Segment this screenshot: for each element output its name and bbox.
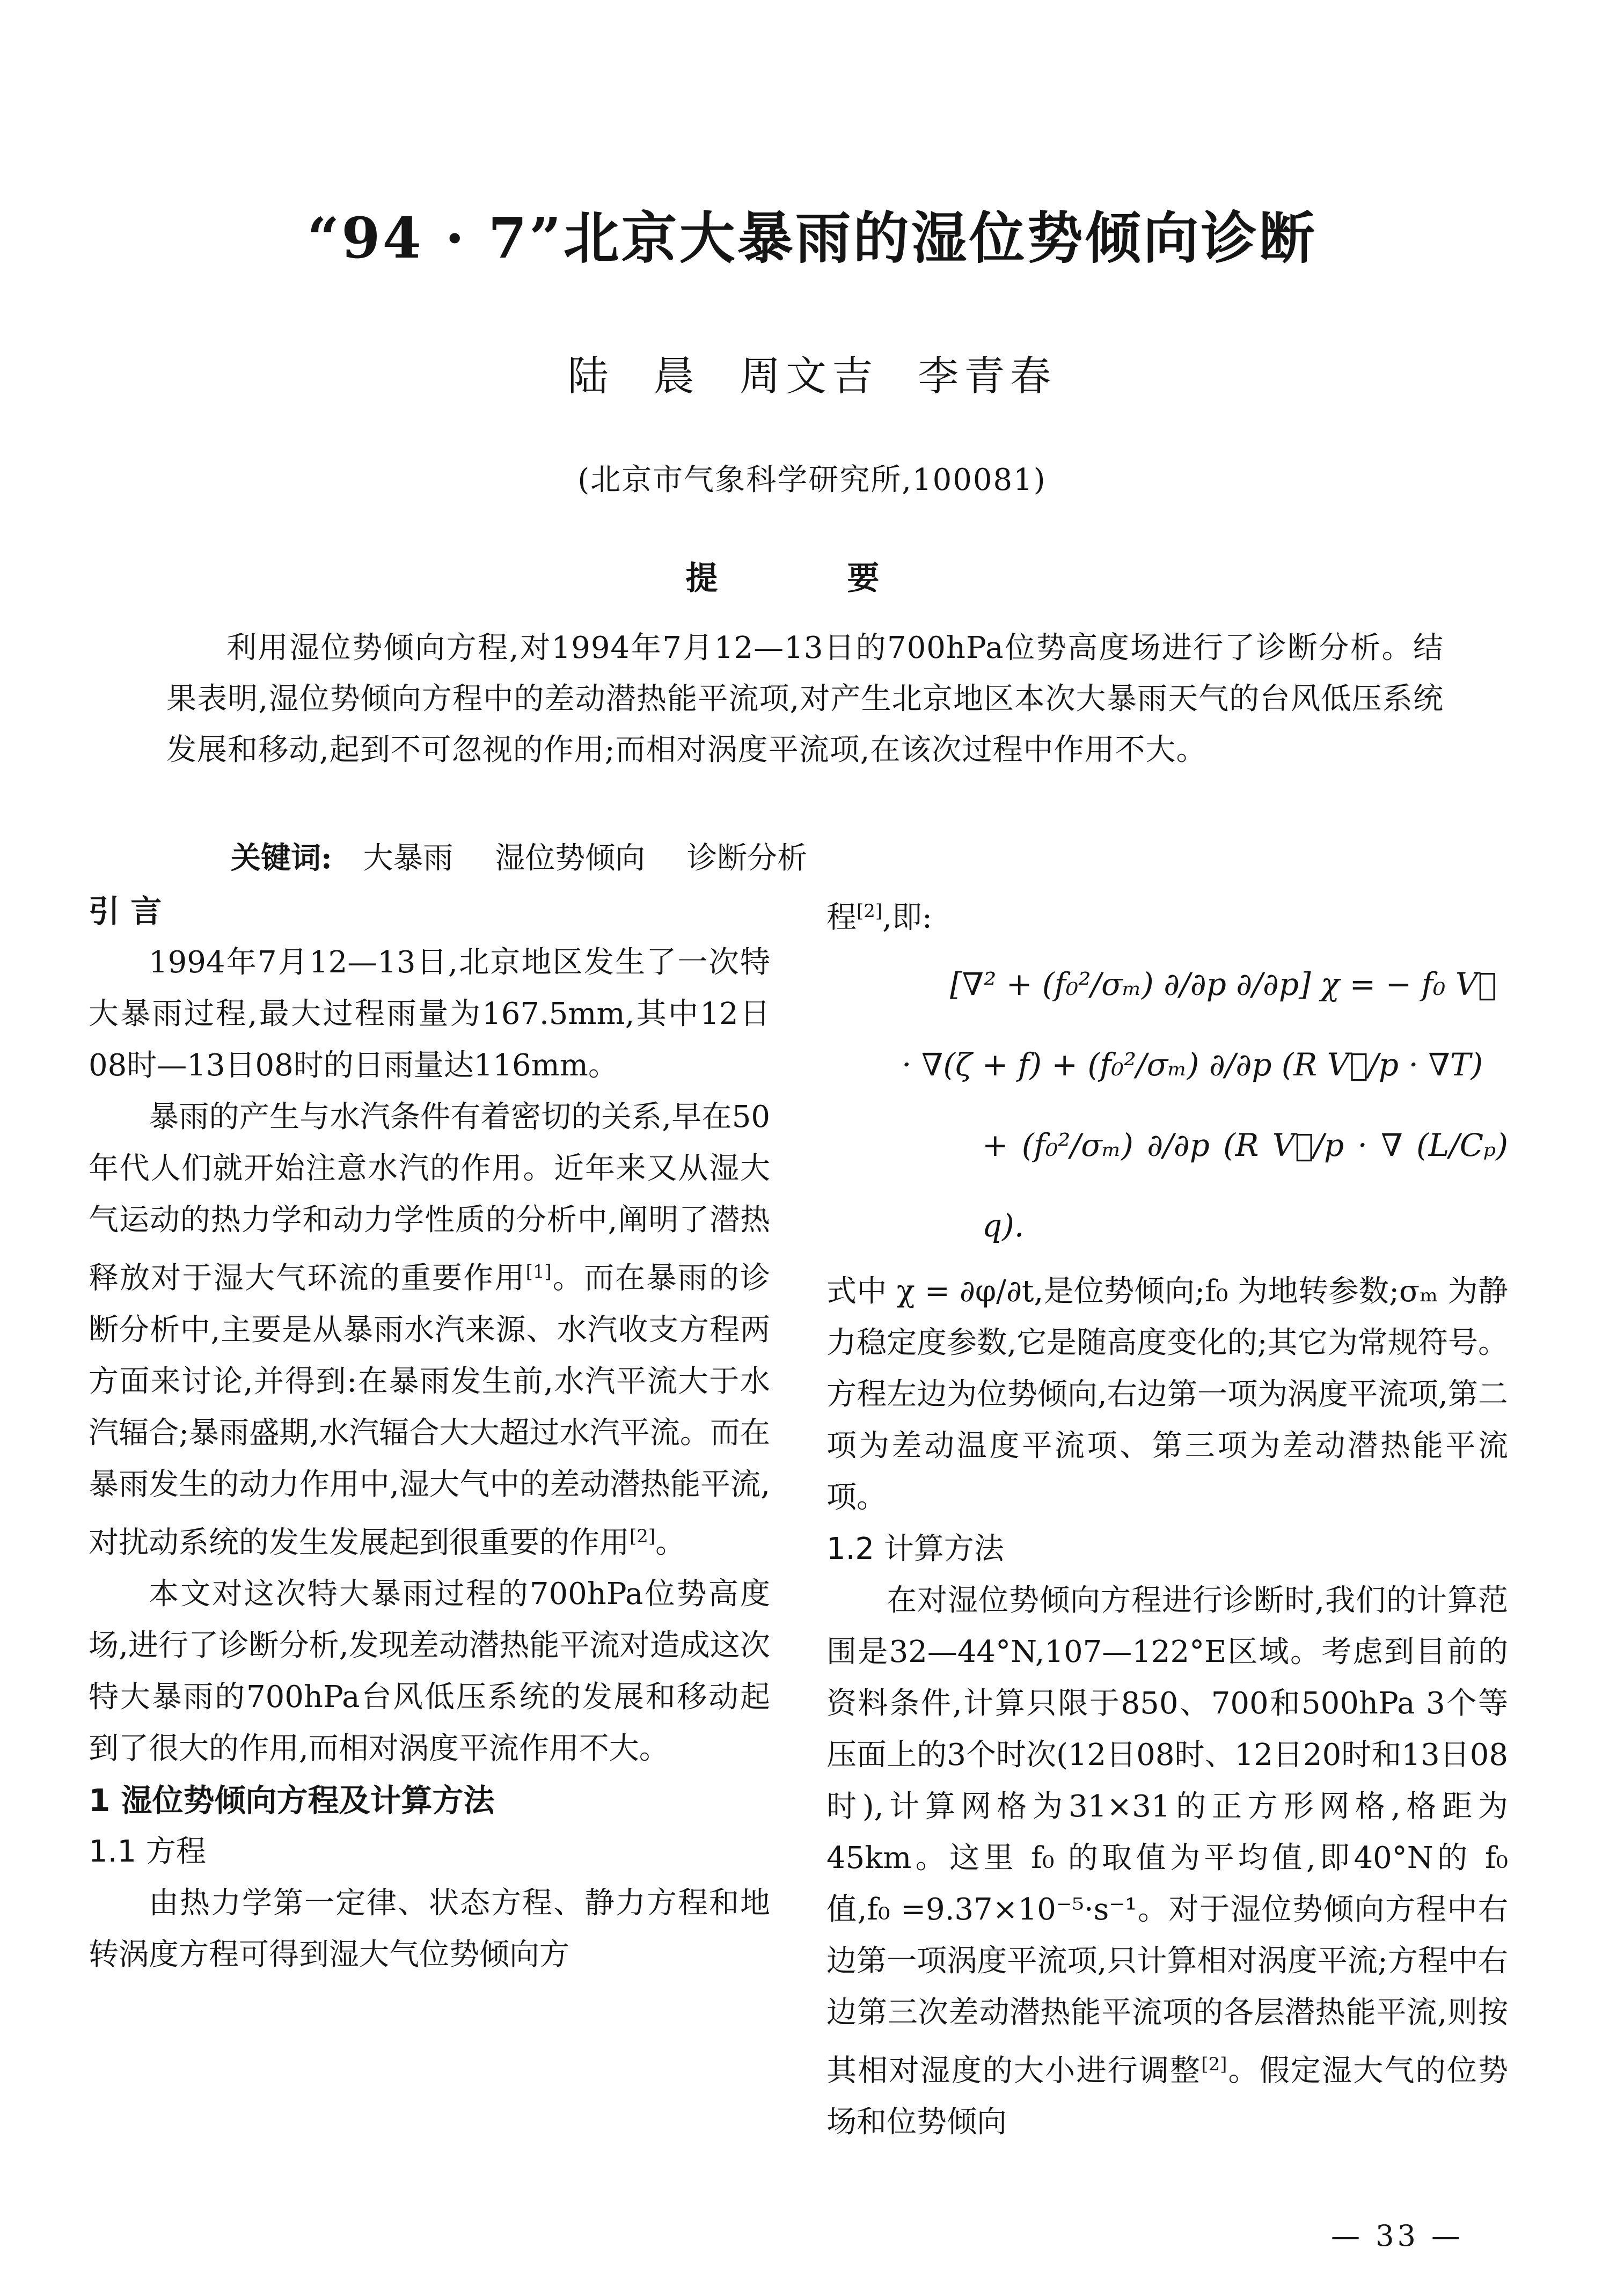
section-1-heading: 1 湿位势倾向方程及计算方法 — [89, 1782, 495, 1819]
section-1-2-heading: 1.2 计算方法 — [826, 1531, 1004, 1566]
section-1-1-heading: 1.1 方程 — [89, 1834, 206, 1870]
keyword: 诊断分析 — [687, 841, 808, 876]
page-number: — 33 — — [1331, 2219, 1464, 2253]
abstract-heading: 提 要 — [685, 560, 939, 597]
equation-explanation: 式中 χ = ∂φ/∂t,是位势倾向;f₀ 为地转参数;σₘ 为静力稳定度参数,它是随高度变化的;其它为常规符号。方程左边为位势倾向,右边第一项为涡度平流项,第二项为差动温度平流项、第三项为差动潜热能平流项。 — [826, 1273, 1508, 1515]
right-column — [826, 885, 1508, 2148]
affiliation: (北京市气象科学研究所,100081) — [577, 463, 1047, 497]
equation-line-1: [∇² + (f₀²/σₘ) ∂/∂p ∂/∂p] χ = − f₀ V⃗ — [950, 965, 1497, 1002]
citation: [2] — [1201, 2053, 1227, 2075]
paper-title: “94 · 7”北京大暴雨的湿位势倾向诊断 — [307, 205, 1317, 271]
intro-paragraph-3: 本文对这次特大暴雨过程的700hPa位势高度场,进行了诊断分析,发现差动潜热能平流对造成这次特大暴雨的700hPa台风低压系统的发展和移动起到了很大的作用,而相对涡度平流作用不大。 — [89, 1577, 770, 1767]
citation: [1] — [525, 1261, 552, 1283]
abstract-text: 利用湿位势倾向方程,对1994年7月12—13日的700hPa位势高度场进行了诊断分析。结果表明,湿位势倾向方程中的差动潜热能平流项,对产生北京地区本次大暴雨天气的台风低压系统发展和移动,起到不可忽视的作用;而相对涡度平流项,在该次过程中作用不大。 — [166, 631, 1444, 767]
continuation-text: 程[2],即: — [826, 900, 932, 935]
equation-line-3: + (f₀²/σₘ) ∂/∂p (R V⃗/p · ∇ (L/Cₚ) q). — [982, 1126, 1508, 1244]
left-column — [89, 885, 770, 1981]
intro-paragraph-1: 1994年7月12—13日,北京地区发生了一次特大暴雨过程,最大过程雨量为167.5mm,其中12日08时—13日08时的日雨量达116mm。 — [89, 945, 770, 1083]
intro-paragraph-2: 暴雨的产生与水汽条件有着密切的关系,早在50年代人们就开始注意水汽的作用。近年来又从湿大气运动的热力学和动力学性质的分析中,阐明了潜热释放对于湿大气环流的重要作用[1]。而在暴雨的诊断分析中,主要是从暴雨水汽来源、水汽收支方程两方面来讨论,并得到:在暴雨发生前,水汽平流大于水汽辐合;暴雨盛期,水汽辐合大大超过水汽平流。而在暴雨发生的动力作用中,湿大气中的差动潜热能平流,对扰动系统的发生发展起到很重要的作用[2]。 — [89, 1100, 771, 1561]
keyword: 湿位势倾向 — [495, 841, 646, 876]
citation: [2] — [630, 1525, 656, 1547]
equation-line-2: · ∇(ζ + f) + (f₀²/σₘ) ∂/∂p (R V⃗/p · ∇T) — [902, 1046, 1483, 1083]
authors: 陆 晨 周文吉 李青春 — [567, 352, 1057, 400]
intro-heading: 引 言 — [89, 893, 162, 929]
keyword: 大暴雨 — [363, 841, 453, 876]
keywords-label: 关键词: — [231, 840, 332, 876]
section-1-2-paragraph: 在对湿位势倾向方程进行诊断时,我们的计算范围是32—44°N,107—122°E区域。考虑到目前的资料条件,计算只限于850、700和500hPa 3个等压面上的3个时次(12日08时、12日20时和13日08时),计算网格为31×31的正方形网格,格距为45km。这里 f₀ 的取值为平均值,即40°N的 f₀ 值,f₀ =9.37×10⁻⁵·s⁻¹。对于湿位势倾向方程中右边第一项涡度平流项,只计算相对涡度平流;方程中右边第三次差动潜热能平流项的各层潜热能平流,则按其相对湿度的大小进行调整[2]。假定湿大气的位势场和位势倾向 — [826, 1583, 1509, 2140]
citation: [2] — [857, 900, 883, 922]
section-1-1-paragraph: 由热力学第一定律、状态方程、静力方程和地转涡度方程可得到湿大气位势倾向方 — [89, 1886, 770, 1973]
keywords — [231, 834, 839, 877]
